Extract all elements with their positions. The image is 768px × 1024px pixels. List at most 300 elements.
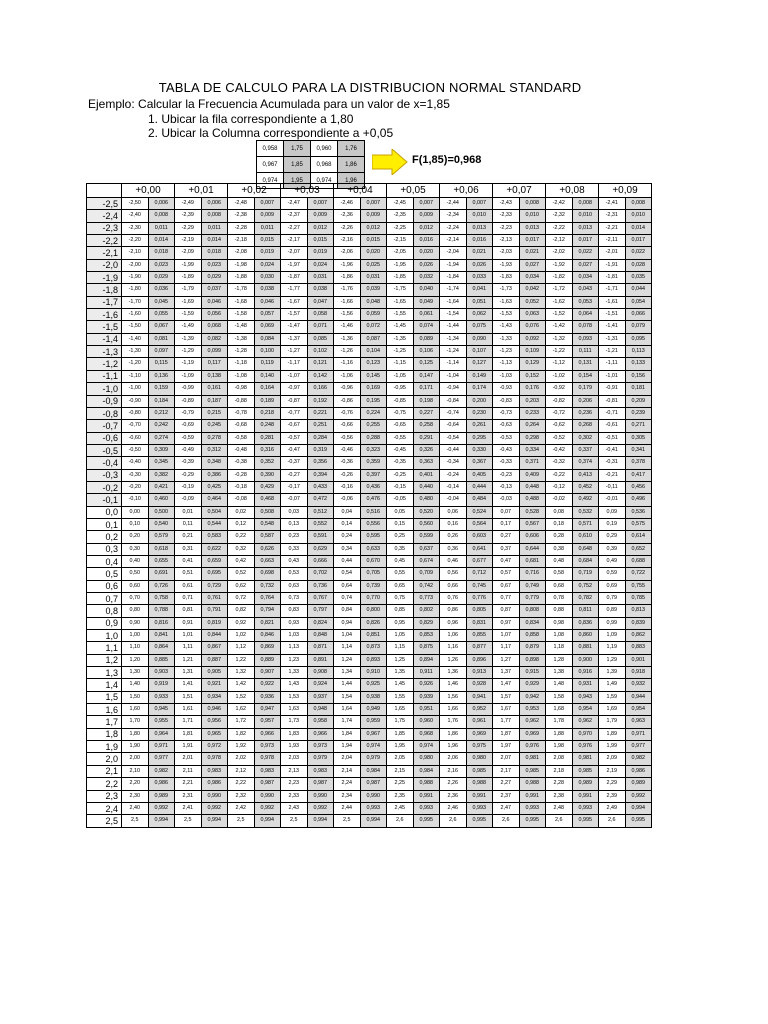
table-cell xyxy=(228,593,281,605)
cell-probability: 0,227 xyxy=(413,408,440,419)
cell-probability: 0,995 xyxy=(413,815,440,826)
cell-z-value: -2,12 xyxy=(552,237,565,244)
cell-z-value: -0,07 xyxy=(287,496,300,503)
table-cell xyxy=(175,272,228,284)
row-header: 1,3 xyxy=(87,667,122,679)
cell-z-value: -1,60 xyxy=(128,311,141,318)
cell-z-value: -1,44 xyxy=(446,323,459,330)
table-cell xyxy=(175,469,228,481)
table-cell xyxy=(387,309,440,321)
row-header: 1,9 xyxy=(87,741,122,753)
table-cell xyxy=(440,605,493,617)
table-cell xyxy=(440,457,493,469)
cell-probability: 0,021 xyxy=(466,247,493,258)
table-cell xyxy=(599,494,652,506)
cell-z-value: 1,66 xyxy=(447,706,458,713)
cell-z-value: -1,01 xyxy=(605,372,618,379)
cell-probability: 0,976 xyxy=(519,741,546,752)
cell-z-value: -1,23 xyxy=(499,348,512,355)
cell-z-value: 1,56 xyxy=(447,693,458,700)
table-cell xyxy=(387,753,440,765)
table-cell xyxy=(440,235,493,247)
table-cell xyxy=(599,654,652,666)
table-cell xyxy=(334,815,387,827)
table-cell xyxy=(122,679,175,691)
table-cell xyxy=(228,765,281,777)
cell-z-value: -1,90 xyxy=(128,274,141,281)
table-cell xyxy=(281,481,334,493)
table-cell xyxy=(387,679,440,691)
table-cell xyxy=(387,222,440,234)
cell-z-value: 1,49 xyxy=(606,681,617,688)
table-cell xyxy=(546,395,599,407)
cell-probability: 0,010 xyxy=(572,210,599,221)
table-cell xyxy=(493,370,546,382)
cell-probability: 0,960 xyxy=(413,716,440,727)
cell-probability: 0,986 xyxy=(625,766,652,777)
cell-z-value: 1,63 xyxy=(288,706,299,713)
table-cell xyxy=(228,531,281,543)
cell-probability: 0,045 xyxy=(148,297,175,308)
cell-probability: 0,281 xyxy=(254,433,281,444)
cell-z-value: -2,24 xyxy=(446,224,459,231)
table-cell xyxy=(122,321,175,333)
table-row xyxy=(87,691,652,703)
cell-probability: 0,984 xyxy=(360,766,387,777)
cell-z-value: -1,16 xyxy=(340,360,353,367)
arrow-right-icon xyxy=(372,149,408,175)
table-cell xyxy=(281,469,334,481)
cell-probability: 0,626 xyxy=(254,544,281,555)
cell-probability: 0,841 xyxy=(148,630,175,641)
cell-z-value: -2,01 xyxy=(605,249,618,256)
cell-z-value: 1,39 xyxy=(606,669,617,676)
cell-probability: 0,008 xyxy=(148,210,175,221)
cell-z-value: 1,62 xyxy=(235,706,246,713)
table-cell xyxy=(334,679,387,691)
cell-z-value: -2,36 xyxy=(340,212,353,219)
cell-z-value: 1,76 xyxy=(447,718,458,725)
table-row xyxy=(87,580,652,592)
table-cell xyxy=(599,617,652,629)
cell-probability: 0,121 xyxy=(307,358,334,369)
cell-probability: 0,109 xyxy=(519,346,546,357)
table-cell xyxy=(122,667,175,679)
cell-probability: 0,552 xyxy=(307,519,334,530)
table-row xyxy=(87,309,652,321)
cell-probability: 0,212 xyxy=(148,408,175,419)
cell-z-value: 1,41 xyxy=(182,681,193,688)
cell-z-value: 1,35 xyxy=(394,669,405,676)
cell-z-value: 2,03 xyxy=(288,755,299,762)
cell-probability: 0,061 xyxy=(413,309,440,320)
cell-z-value: -0,66 xyxy=(340,422,353,429)
cell-z-value: -1,68 xyxy=(234,298,247,305)
table-cell xyxy=(440,518,493,530)
table-cell xyxy=(281,407,334,419)
cell-z-value: -1,67 xyxy=(287,298,300,305)
table-cell xyxy=(122,222,175,234)
cell-z-value: 0,07 xyxy=(500,508,511,515)
cell-z-value: 0,94 xyxy=(341,619,352,626)
cell-z-value: 1,18 xyxy=(553,644,564,651)
row-header: 0,8 xyxy=(87,605,122,617)
table-cell xyxy=(175,198,228,210)
table-cell xyxy=(493,691,546,703)
cell-z-value: 0,18 xyxy=(553,520,564,527)
cell-z-value: -1,94 xyxy=(446,261,459,268)
column-header: +0,02 xyxy=(228,184,281,198)
table-cell xyxy=(122,654,175,666)
table-cell xyxy=(228,383,281,395)
table-cell xyxy=(387,481,440,493)
cell-probability: 0,084 xyxy=(254,334,281,345)
cell-probability: 0,992 xyxy=(201,803,228,814)
cell-z-value: 0,50 xyxy=(129,570,140,577)
table-cell xyxy=(281,790,334,802)
cell-probability: 0,770 xyxy=(360,593,387,604)
cell-z-value: 1,52 xyxy=(235,693,246,700)
table-cell xyxy=(122,802,175,814)
cell-z-value: -0,08 xyxy=(234,496,247,503)
cell-z-value: -1,24 xyxy=(446,348,459,355)
cell-z-value: -0,32 xyxy=(552,459,565,466)
table-cell xyxy=(175,568,228,580)
table-cell xyxy=(175,370,228,382)
table-cell xyxy=(175,555,228,567)
cell-z-value: -1,96 xyxy=(340,261,353,268)
cell-z-value: 0,74 xyxy=(341,595,352,601)
cell-z-value: -0,01 xyxy=(605,496,618,503)
cell-z-value: 1,06 xyxy=(447,632,458,639)
cell-z-value: -0,57 xyxy=(287,434,300,441)
table-cell xyxy=(175,457,228,469)
cell-z-value: -1,06 xyxy=(340,372,353,379)
cell-probability: 0,236 xyxy=(572,408,599,419)
cell-z-value: 0,72 xyxy=(235,595,246,601)
cell-z-value: 0,48 xyxy=(553,557,564,564)
cell-probability: 0,726 xyxy=(148,581,175,592)
cell-probability: 0,641 xyxy=(466,544,493,555)
cell-z-value: -1,81 xyxy=(605,274,618,281)
table-cell xyxy=(228,457,281,469)
table-cell xyxy=(334,654,387,666)
table-cell xyxy=(122,309,175,321)
cell-probability: 0,879 xyxy=(519,642,546,653)
cell-z-value: 1,15 xyxy=(394,644,405,651)
cell-z-value: 0,88 xyxy=(553,607,564,614)
cell-probability: 0,082 xyxy=(201,334,228,345)
cell-probability: 0,993 xyxy=(413,803,440,814)
table-cell xyxy=(493,790,546,802)
cell-probability: 0,057 xyxy=(254,309,281,320)
cell-z-value: -0,33 xyxy=(499,459,512,466)
cell-probability: 0,059 xyxy=(360,309,387,320)
table-cell xyxy=(228,247,281,259)
cell-probability: 0,125 xyxy=(413,358,440,369)
cell-z-value: 0,73 xyxy=(288,595,299,601)
cell-probability: 0,102 xyxy=(307,346,334,357)
table-cell xyxy=(493,272,546,284)
table-cell xyxy=(334,469,387,481)
cell-z-value: 2,42 xyxy=(235,804,246,811)
table-cell xyxy=(599,222,652,234)
cell-probability: 0,932 xyxy=(625,679,652,690)
cell-z-value: 0,45 xyxy=(394,557,405,564)
cell-probability: 0,755 xyxy=(625,581,652,592)
cell-z-value: 0,53 xyxy=(288,570,299,577)
table-cell xyxy=(281,654,334,666)
cell-probability: 0,993 xyxy=(466,803,493,814)
table-cell xyxy=(228,235,281,247)
table-cell xyxy=(281,568,334,580)
cell-probability: 0,749 xyxy=(519,581,546,592)
cell-probability: 0,862 xyxy=(625,630,652,641)
cell-probability: 0,075 xyxy=(466,321,493,332)
table-cell xyxy=(440,667,493,679)
cell-z-value: 1,50 xyxy=(129,693,140,700)
table-cell xyxy=(599,444,652,456)
cell-probability: 0,345 xyxy=(148,457,175,468)
cell-probability: 0,015 xyxy=(360,235,387,246)
table-cell xyxy=(493,815,546,827)
table-row xyxy=(87,543,652,555)
cell-probability: 0,012 xyxy=(360,223,387,234)
cell-z-value: 2,45 xyxy=(394,804,405,811)
cell-z-value: 2,44 xyxy=(341,804,352,811)
cell-probability: 0,018 xyxy=(201,247,228,258)
table-cell xyxy=(387,321,440,333)
table-cell xyxy=(387,333,440,345)
table-cell xyxy=(546,667,599,679)
table-cell xyxy=(228,272,281,284)
cell-z-value: 1,48 xyxy=(553,681,564,688)
cell-probability: 0,982 xyxy=(625,753,652,764)
cell-probability: 0,007 xyxy=(254,198,281,209)
row-header: 1,1 xyxy=(87,642,122,654)
cell-probability: 0,583 xyxy=(201,531,228,542)
cell-z-value: -0,46 xyxy=(340,446,353,453)
cell-probability: 0,359 xyxy=(360,457,387,468)
cell-z-value: 2,6 xyxy=(502,817,510,824)
cell-z-value: 0,63 xyxy=(288,582,299,589)
table-cell xyxy=(228,222,281,234)
table-cell xyxy=(493,420,546,432)
cell-z-value: -1,40 xyxy=(128,335,141,342)
table-cell xyxy=(440,555,493,567)
cell-z-value: 2,02 xyxy=(235,755,246,762)
cell-probability: 0,409 xyxy=(519,470,546,481)
cell-probability: 0,974 xyxy=(413,741,440,752)
table-row xyxy=(87,753,652,765)
table-cell xyxy=(493,247,546,259)
column-header: +0,04 xyxy=(334,184,387,198)
cell-probability: 0,189 xyxy=(254,396,281,407)
cell-z-value: 0,47 xyxy=(500,557,511,564)
table-cell xyxy=(334,593,387,605)
table-cell xyxy=(546,593,599,605)
cell-probability: 0,452 xyxy=(572,482,599,493)
cell-probability: 0,378 xyxy=(625,457,652,468)
example-cell: 0,960 xyxy=(311,141,338,157)
table-cell xyxy=(599,790,652,802)
cell-probability: 0,138 xyxy=(201,371,228,382)
table-cell xyxy=(281,457,334,469)
cell-z-value: 0,01 xyxy=(182,508,193,515)
table-cell xyxy=(387,568,440,580)
cell-z-value: -2,07 xyxy=(287,249,300,256)
table-cell xyxy=(122,272,175,284)
cell-probability: 0,788 xyxy=(148,605,175,616)
cell-probability: 0,480 xyxy=(413,494,440,505)
cell-probability: 0,032 xyxy=(413,272,440,283)
table-cell xyxy=(228,309,281,321)
cell-z-value: -1,22 xyxy=(552,348,565,355)
cell-z-value: -0,81 xyxy=(605,397,618,404)
cell-probability: 0,100 xyxy=(254,346,281,357)
row-header: -0,3 xyxy=(87,469,122,481)
table-cell xyxy=(122,296,175,308)
table-cell xyxy=(546,222,599,234)
table-cell xyxy=(281,630,334,642)
cell-probability: 0,889 xyxy=(254,655,281,666)
table-cell xyxy=(546,617,599,629)
cell-probability: 0,742 xyxy=(413,581,440,592)
cell-probability: 0,022 xyxy=(572,247,599,258)
cell-z-value: -2,10 xyxy=(128,249,141,256)
cell-z-value: 0,19 xyxy=(606,520,617,527)
table-cell xyxy=(122,555,175,567)
cell-probability: 0,952 xyxy=(466,704,493,715)
table-cell xyxy=(546,481,599,493)
cell-z-value: 0,31 xyxy=(182,545,193,552)
cell-z-value: 0,65 xyxy=(394,582,405,589)
cell-z-value: -0,37 xyxy=(287,459,300,466)
cell-probability: 0,829 xyxy=(413,618,440,629)
cell-probability: 0,548 xyxy=(254,519,281,530)
cell-z-value: 0,58 xyxy=(553,570,564,577)
table-cell xyxy=(546,716,599,728)
cell-probability: 0,571 xyxy=(572,519,599,530)
cell-z-value: 0,59 xyxy=(606,570,617,577)
cell-z-value: 0,93 xyxy=(288,619,299,626)
table-cell xyxy=(440,407,493,419)
table-row xyxy=(87,247,652,259)
cell-probability: 0,618 xyxy=(148,544,175,555)
cell-probability: 0,129 xyxy=(519,358,546,369)
cell-z-value: 1,77 xyxy=(500,718,511,725)
cell-z-value: -2,45 xyxy=(393,200,406,206)
table-cell xyxy=(546,568,599,580)
cell-probability: 0,056 xyxy=(201,309,228,320)
table-cell xyxy=(281,296,334,308)
cell-probability: 0,029 xyxy=(201,272,228,283)
cell-probability: 0,816 xyxy=(148,618,175,629)
table-cell xyxy=(493,679,546,691)
table-cell xyxy=(175,506,228,518)
table-row xyxy=(87,617,652,629)
cell-z-value: 0,64 xyxy=(341,582,352,589)
cell-probability: 0,937 xyxy=(307,692,334,703)
cell-probability: 0,752 xyxy=(572,581,599,592)
cell-probability: 0,417 xyxy=(625,470,652,481)
table-cell xyxy=(175,247,228,259)
table-cell xyxy=(493,617,546,629)
cell-probability: 0,836 xyxy=(572,618,599,629)
table-cell xyxy=(440,259,493,271)
table-cell xyxy=(440,815,493,827)
table-row xyxy=(87,420,652,432)
table-cell xyxy=(334,444,387,456)
cell-z-value: 0,14 xyxy=(341,520,352,527)
cell-z-value: 1,29 xyxy=(606,656,617,663)
table-cell xyxy=(175,259,228,271)
cell-probability: 0,472 xyxy=(307,494,334,505)
table-cell xyxy=(493,778,546,790)
cell-probability: 0,567 xyxy=(519,519,546,530)
cell-z-value: -0,41 xyxy=(605,446,618,453)
table-row xyxy=(87,568,652,580)
cell-probability: 0,990 xyxy=(360,791,387,802)
cell-z-value: 2,17 xyxy=(500,767,511,774)
cell-z-value: -0,24 xyxy=(446,471,459,478)
table-cell xyxy=(228,469,281,481)
cell-z-value: -1,63 xyxy=(499,298,512,305)
table-row xyxy=(87,704,652,716)
cell-z-value: 0,44 xyxy=(341,557,352,564)
cell-probability: 0,973 xyxy=(307,741,334,752)
row-header: -1,3 xyxy=(87,346,122,358)
table-cell xyxy=(334,667,387,679)
cell-z-value: -0,62 xyxy=(552,422,565,429)
cell-z-value: -0,10 xyxy=(128,496,141,503)
cell-probability: 0,072 xyxy=(360,321,387,332)
cell-z-value: 1,11 xyxy=(182,644,193,651)
cell-z-value: -0,34 xyxy=(446,459,459,466)
cell-z-value: -0,77 xyxy=(287,409,300,416)
cell-z-value: 1,38 xyxy=(553,669,564,676)
cell-probability: 0,913 xyxy=(466,667,493,678)
cell-z-value: -0,02 xyxy=(552,496,565,503)
cell-z-value: -0,91 xyxy=(605,385,618,392)
cell-probability: 0,013 xyxy=(466,223,493,234)
cell-z-value: 2,5 xyxy=(131,817,139,824)
cell-probability: 0,637 xyxy=(413,544,440,555)
cell-probability: 0,969 xyxy=(466,729,493,740)
cell-z-value: 1,23 xyxy=(288,656,299,663)
cell-probability: 0,939 xyxy=(413,692,440,703)
table-cell xyxy=(334,568,387,580)
cell-z-value: -2,27 xyxy=(287,224,300,231)
table-cell xyxy=(228,790,281,802)
table-cell xyxy=(228,198,281,210)
table-cell xyxy=(546,630,599,642)
cell-z-value: 0,54 xyxy=(341,570,352,577)
cell-z-value: 1,53 xyxy=(288,693,299,700)
cell-z-value: 1,82 xyxy=(235,730,246,737)
cell-probability: 0,386 xyxy=(201,470,228,481)
cell-probability: 0,245 xyxy=(201,420,228,431)
table-cell xyxy=(546,741,599,753)
cell-probability: 0,716 xyxy=(519,568,546,579)
cell-z-value: 2,5 xyxy=(184,817,192,824)
cell-z-value: 1,85 xyxy=(394,730,405,737)
table-cell xyxy=(228,333,281,345)
cell-probability: 0,896 xyxy=(466,655,493,666)
cell-z-value: -1,27 xyxy=(287,348,300,355)
cell-z-value: -1,38 xyxy=(234,335,247,342)
table-cell xyxy=(281,432,334,444)
